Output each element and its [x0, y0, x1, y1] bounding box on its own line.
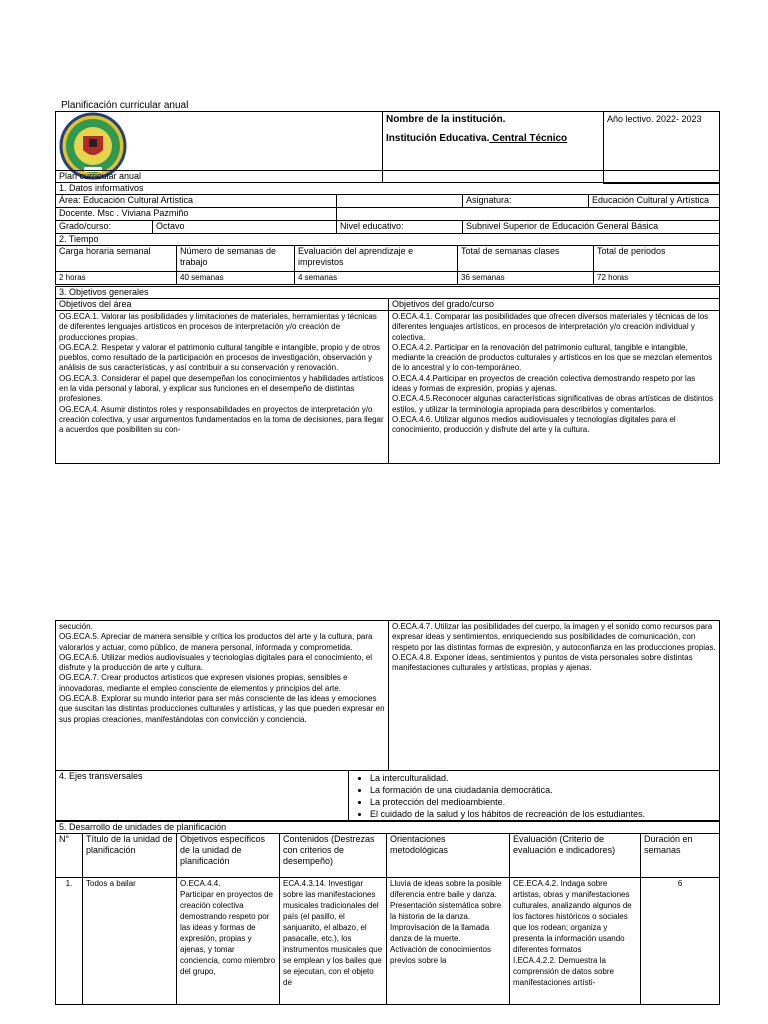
tiempo-header: Carga horaria semanal: [56, 246, 177, 272]
unit-orientaciones: Lluvia de ideas sobre la posible diferencia entre baile y danza. Presentación sistemática sobre la historia de la danza. Improvisación de la llamada danza de la muerte. Activación de conocimientos previos sobre la: [387, 878, 510, 1005]
tiempo-header: Número de semanas de trabajo: [177, 246, 295, 272]
unidades-header: Duración en semanas: [641, 834, 720, 878]
tiempo-value: 4 semanas: [295, 272, 458, 285]
ejes-list: [352, 772, 716, 820]
tiempo-table: [55, 245, 720, 285]
grado-label: Grado/curso:: [56, 221, 153, 234]
tiempo-value: 72 horas: [594, 272, 720, 285]
plan-label: Plan curricular anual: [56, 171, 720, 183]
list-item: • La formación de una ciudadanía democrática.: [370, 784, 716, 796]
school-year: Año lectivo. 2022- 2023: [604, 112, 720, 184]
tiempo-header: Total de semanas clases: [458, 246, 594, 272]
unit-contenidos: ECA.4.3.14. Investigar sobre las manifestaciones musicales tradicionales del país (el pasillo, el sanjuanito, el albazo, el pasacalle, etc.), los instrumentos musicales que se emplean y los bailes que se ejecutan, con el objeto de: [280, 878, 387, 1005]
unidades-header: Evaluación (Criterio de evaluación e indicadores): [510, 834, 641, 878]
unit-title: Todos a bailar: [83, 878, 177, 1005]
datos-table: [55, 170, 720, 246]
tiempo-header: Evaluación del aprendizaje e imprevistos: [295, 246, 458, 272]
unit-duracion: 6: [641, 878, 720, 1005]
asignatura-label: Asignatura:: [463, 195, 589, 208]
ejes-table: [55, 770, 720, 821]
grado-value: Octavo: [153, 221, 337, 234]
unidades-header: Objetivos específicos de la unidad de planificación: [177, 834, 280, 878]
institution-prefix: Institución Educativa.: [386, 133, 490, 144]
unit-objetivos: O.ECA.4.4. Participar en proyectos de creación colectiva demostrando respeto por las ideas y formas de expresión, propias y ajenas, y tomar conciencia, como miembro del grupo,: [177, 878, 280, 1005]
document-title: Planificación curricular anual: [61, 100, 189, 111]
nivel-label: Nivel educativo:: [337, 221, 463, 234]
empty-cell: [337, 195, 463, 208]
objetivos-area-text: OG.ECA.1. Valorar las posibilidades y limitaciones de materiales, herramientas y técnicas de diferentes lenguajes artísticos en procesos de interpretación y/o creación de producciones propias. OG.ECA.2. Respetar y valorar el patrimonio cultural tangible e intangible, propio y de otros pueblos, como resultado de la participación en procesos de investigación, observación y análisis de sus características, y así contribuir a su conservación y renovación. OG.ECA.3. Considerar el papel que desempeñan los conocimientos y habilidades artísticos en la vida personal y laboral, y explicar sus funciones en el desempeño de distintas profesiones. OG.ECA.4. Asumir distintos roles y responsabilidades en proyectos de interpretación y/o creación colectiva, y usar argumentos fundamentados en la toma de decisiones, para llegar a acuerdos que posibiliten su con-: [56, 311, 389, 464]
list-item: • El cuidado de la salud y los hábitos de recreación de los estudiantes.: [370, 808, 716, 820]
section4-heading: 4. Ejes transversales: [56, 771, 349, 821]
section3-heading: 3. Objetivos generales: [56, 287, 720, 299]
list-item: • La interculturalidad.: [370, 772, 716, 784]
tiempo-value: 36 semanas: [458, 272, 594, 285]
objetivos-continuation-table: [55, 620, 720, 771]
institution-label: Nombre de la institución.: [386, 114, 506, 125]
objetivos-grado-text-continued: O.ECA.4.7. Utilizar las posibilidades del cuerpo, la imagen y el sonido como recursos para expresar ideas y sentimientos, enriqueciendo sus posibilidades de comunicación, con respeto por las distintas formas de expresión, y autoconfianza en las producciones propias. O.ECA.4.8. Exponer ideas, sentimientos y puntos de vista personales sobre distintas manifestaciones culturales y artísticas, propias y ajenas.: [389, 621, 720, 771]
objetivos-grado-text: O.ECA.4.1. Comparar las posibilidades que ofrecen diversos materiales y técnicas de los diferentes lenguajes artísticos, en procesos de interpretación y/o creación individual y colectiva. O.ECA.4.2. Participar en la renovación del patrimonio cultural, tangible e intangible, mediante la creación de productos culturales y artísticos en los que se mezclan elementos de lo ancestral y lo con-temporáneo. O.ECA.4.4.Participar en proyectos de creación colectiva demostrando respeto por las ideas y formas de expresión, propias y ajenas. O.ECA.4.5.Reconocer algunas características significativas de obras artísticas de distintos estilos, y utilizar la terminología apropiada para describirlos y comentarlos. O.ECA.4.6. Utilizar algunos medios audiovisuales y tecnologías digitales para el conocimiento, producción y disfrute del arte y la cultura.: [389, 311, 720, 464]
unidades-header: Orientaciones metodológicas: [387, 834, 510, 878]
unidades-header: N°: [56, 834, 83, 878]
section2-heading: 2. Tiempo: [56, 234, 720, 246]
nivel-value: Subnivel Superior de Educación General Básica: [463, 221, 720, 234]
empty-cell: [337, 208, 720, 221]
asignatura-value: Educación Cultural y Artística: [589, 195, 720, 208]
area-field: Área: Educación Cultural Artística: [56, 195, 337, 208]
section1-heading: 1. Datos informativos: [56, 183, 720, 195]
list-item: • La protección del medioambiente.: [370, 796, 716, 808]
unidades-table: [55, 821, 720, 1005]
institution-name: Central Técnico: [489, 133, 568, 144]
objetivos-table: [55, 286, 720, 464]
ejes-list-cell: [349, 771, 720, 821]
tiempo-value: 2 horas: [56, 272, 177, 285]
objetivos-area-text-continued: secución. OG.ECA.5. Apreciar de manera sensible y crítica los productos del arte y la cultura, para valorarlos y actuar, como público, de manera personal, informada y comprometida. OG.ECA.6. Utilizar medios audiovisuales y tecnologías digitales para el conocimiento, el disfrute y la producción de arte y cultura. OG.ECA.7. Crear productos artísticos que expresen visiones propias, sensibles e innovadoras, mediante el empleo consciente de elementos y principios del arte. OG.ECA.8. Explorar su mundo interior para ser más consciente de las ideas y emociones que suscitan las distintas producciones culturales y artísticas, y las que pueden expresar en sus propias creaciones, manifestándolas con convicción y conciencia.: [56, 621, 389, 771]
objetivos-area-header: Objetivos del área: [56, 299, 389, 311]
section5-heading: 5. Desarrollo de unidades de planificación: [56, 822, 720, 834]
unidades-header: Título de la unidad de planificación: [83, 834, 177, 878]
institution-line: [386, 133, 600, 144]
unidades-header: Contenidos (Destrezas con criterios de desempeño): [280, 834, 387, 878]
objetivos-grado-header: Objetivos del grado/curso: [389, 299, 720, 311]
table-row: [56, 878, 720, 1005]
tiempo-value: 40 semanas: [177, 272, 295, 285]
unit-number: 1.: [56, 878, 83, 1005]
docente-field: Docente. Msc . Viviana Pazmiño: [56, 208, 337, 221]
tiempo-header: Total de periodos: [594, 246, 720, 272]
unit-evaluacion: CE.ECA.4.2. Indaga sobre artistas, obras y manifestaciones culturales, analizando algunos de los factores históricos o sociales que los rodean; organiza y presenta la información usando diferentes formatos I.ECA.4.2.2. Demuestra la comprensión de datos sobre manifestaciones artísti-: [510, 878, 641, 1005]
